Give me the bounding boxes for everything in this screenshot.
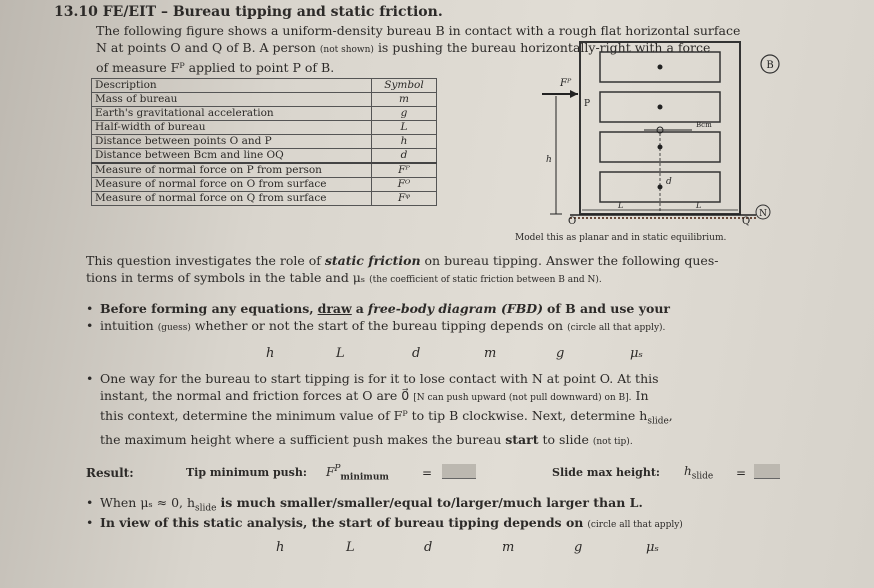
table-cell-sym: m bbox=[372, 93, 437, 107]
intro-line-2a: N at points O and Q of B. A person bbox=[96, 40, 316, 55]
choice-d[interactable]: d bbox=[424, 540, 433, 555]
table-row bbox=[92, 149, 437, 164]
choice-mu[interactable]: μₛ bbox=[630, 346, 643, 361]
bullet-2-line3-text: this context, determine the minimum value of Fᴾ to tip B clockwise. Next, determine h bbox=[100, 408, 648, 423]
drawer-knob bbox=[658, 65, 663, 70]
choice-l[interactable]: L bbox=[346, 540, 355, 555]
table-cell-desc: Half-width of bureau bbox=[92, 121, 372, 135]
symbol-choices-2 bbox=[0, 540, 874, 558]
slide-answer-box[interactable] bbox=[754, 464, 780, 479]
bullet-fbd bbox=[100, 300, 820, 317]
table-cell-sym: L bbox=[372, 121, 437, 135]
bullet-1e: of B and use your bbox=[547, 301, 671, 316]
tip-label: Tip minimum push: bbox=[186, 466, 307, 479]
paragraph-2 bbox=[86, 269, 826, 289]
table-cell-desc: Distance between points O and P bbox=[92, 135, 372, 149]
table-cell-sym: Fᵠ bbox=[372, 192, 437, 206]
bullet-tipping bbox=[100, 370, 820, 451]
table-cell-sym: h bbox=[372, 135, 437, 149]
label-b: B bbox=[766, 60, 774, 71]
result-row bbox=[86, 460, 806, 490]
bullet-2-small1: [N can push upward (not pull downward) on B]. bbox=[413, 393, 632, 403]
table-cell-sym: Fᴾ bbox=[372, 163, 437, 178]
result-label: Result: bbox=[86, 466, 134, 480]
label-l-left: L bbox=[618, 201, 624, 210]
choice-m[interactable]: m bbox=[502, 540, 515, 555]
table-cell-desc: Measure of normal force on O from surface bbox=[92, 178, 372, 192]
table-row bbox=[92, 163, 437, 178]
tip-sub: minimum bbox=[340, 472, 389, 483]
table-row bbox=[92, 107, 437, 121]
table-header-row bbox=[92, 79, 437, 93]
bullet-2-line2 bbox=[100, 387, 820, 407]
para-2a: tions in terms of symbols in the table and μₛ bbox=[86, 270, 366, 285]
bullet-2-line1: • One way for the bureau to start tipping is for it to lose contact with N at point O. At this bbox=[100, 371, 659, 386]
label-d: d bbox=[666, 177, 672, 187]
bullet-3-sub: slide bbox=[195, 503, 217, 514]
tip-symbol bbox=[326, 464, 389, 482]
slide-label: Slide max height: bbox=[552, 466, 660, 479]
bullet-4-small: (circle all that apply) bbox=[587, 520, 683, 530]
tip-equals: = bbox=[422, 466, 433, 480]
bullet-3b: is much smaller/smaller/equal to/larger/much larger than L. bbox=[220, 495, 643, 510]
slide-symbol-h: h bbox=[684, 464, 692, 478]
para-1b: static friction bbox=[324, 253, 421, 268]
paragraph-1 bbox=[86, 252, 826, 269]
bullet-4a: In view of this static analysis, the start of bureau tipping depends on bbox=[100, 515, 584, 530]
bureau-figure bbox=[520, 34, 800, 244]
label-n: N bbox=[759, 209, 767, 219]
bullet-2-line4 bbox=[100, 431, 820, 451]
label-q: Q bbox=[742, 216, 751, 227]
table-cell-sym: d bbox=[372, 149, 437, 164]
choice-mu[interactable]: μₛ bbox=[646, 540, 659, 555]
bullet-2-line4b: start bbox=[505, 431, 539, 447]
table-row bbox=[92, 121, 437, 135]
tip-symbol-f: F bbox=[326, 465, 335, 479]
intro-line-3: of measure Fᴾ applied to point P of B. bbox=[96, 60, 335, 75]
bullet-3a: When μₛ ≈ 0, h bbox=[100, 495, 196, 510]
para-1a: This question investigates the role of bbox=[86, 253, 321, 268]
choice-m[interactable]: m bbox=[484, 346, 497, 361]
figure-caption: Model this as planar and in static equilibrium. bbox=[515, 233, 727, 243]
intro-not-shown: (not shown) bbox=[319, 45, 374, 55]
slide-sub: slide bbox=[691, 471, 714, 482]
bullet-1-small1: (guess) bbox=[157, 323, 191, 333]
label-h: h bbox=[546, 155, 552, 165]
bullet-1d: free-body diagram (FBD) bbox=[367, 301, 544, 316]
slide-symbol bbox=[684, 464, 713, 481]
symbol-table bbox=[91, 78, 437, 206]
symbol-header: Symbol bbox=[372, 79, 437, 93]
table-cell-desc: Mass of bureau bbox=[92, 93, 372, 107]
table-row bbox=[92, 178, 437, 192]
table-cell-desc: Earth's gravitational acceleration bbox=[92, 107, 372, 121]
para-1c: on bureau tipping. Answer the following ques- bbox=[424, 253, 719, 268]
slide-equals: = bbox=[736, 466, 747, 480]
label-o: O bbox=[568, 216, 577, 227]
bullet-1-small2: (circle all that apply). bbox=[567, 323, 666, 333]
bullet-conclusion bbox=[100, 514, 820, 534]
choice-h[interactable]: h bbox=[276, 540, 285, 555]
label-fp: Fᴾ bbox=[560, 78, 572, 89]
table-cell-sym: Fᴼ bbox=[372, 178, 437, 192]
label-l-right: L bbox=[696, 201, 702, 210]
table-cell-desc: Measure of normal force on Q from surface bbox=[92, 192, 372, 206]
label-p: P bbox=[584, 99, 591, 109]
intro-line-1: The following figure shows a uniform-density bureau B in contact with a rough flat horizontal surface bbox=[96, 23, 741, 38]
choice-g[interactable]: g bbox=[574, 540, 583, 555]
table-cell-desc: Distance between Bcm and line OQ bbox=[92, 149, 372, 164]
bullet-2-sub: slide bbox=[647, 416, 669, 427]
table-cell-sym: g bbox=[372, 107, 437, 121]
tip-answer-box[interactable] bbox=[442, 464, 476, 479]
bullet-1f: intuition bbox=[100, 318, 154, 333]
choice-h[interactable]: h bbox=[266, 346, 275, 361]
tip-sup: P bbox=[334, 464, 341, 474]
bullet-2-small2: (not tip). bbox=[592, 436, 633, 447]
table-row bbox=[92, 135, 437, 149]
table-cell-desc: Measure of normal force on P from person bbox=[92, 163, 372, 178]
bullet-2-line2b: In bbox=[635, 388, 649, 403]
drawer-knob bbox=[658, 105, 663, 110]
problem-title: 13.10 FE/EIT – Bureau tipping and static friction. bbox=[54, 4, 443, 20]
label-bcm: Bcm bbox=[696, 121, 712, 129]
bullet-1b: draw bbox=[317, 301, 352, 316]
bullet-fbd-line-2 bbox=[100, 317, 820, 337]
description-header: Description bbox=[92, 79, 372, 93]
table-row bbox=[92, 192, 437, 206]
table-row bbox=[92, 93, 437, 107]
intro-line-2b: is pushing the bureau horizontally-right with a force bbox=[377, 40, 711, 55]
bullet-2-line2a: instant, the normal and friction forces at O are 0⃗ bbox=[100, 388, 410, 403]
bullet-1g: whether or not the start of the bureau tipping depends on bbox=[194, 318, 564, 333]
bullet-1a: Before forming any equations, bbox=[100, 301, 314, 316]
bullet-2-line4a: the maximum height where a sufficient push makes the bureau bbox=[100, 431, 502, 447]
bullet-1c: a bbox=[355, 301, 364, 316]
symbol-choices-1 bbox=[0, 346, 874, 364]
choice-l[interactable]: L bbox=[336, 346, 345, 361]
push-arrowhead bbox=[570, 90, 578, 98]
bullet-2-line3: this context, determine the minimum value of Fᴾ to tip B clockwise. Next, determine $h_{slide}$, bbox=[100, 408, 673, 427]
choice-g[interactable]: g bbox=[556, 346, 565, 361]
bullet-2-line4c: to slide bbox=[542, 431, 589, 447]
para-2-small: (the coefficient of static friction between B and N). bbox=[369, 275, 602, 285]
choice-d[interactable]: d bbox=[412, 346, 421, 361]
